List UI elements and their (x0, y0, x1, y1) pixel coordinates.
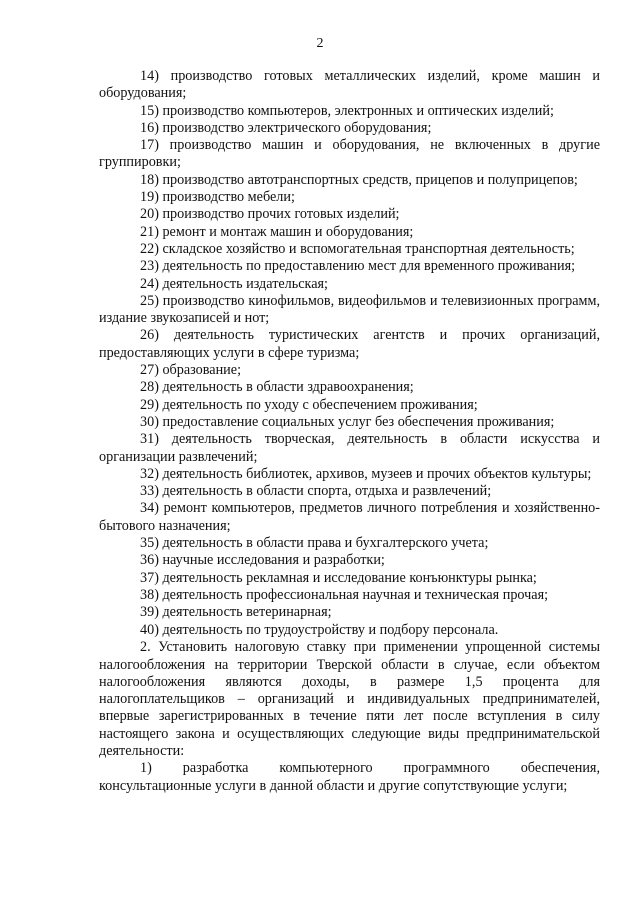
list-item: 27) образование; (140, 362, 242, 379)
list-item: 21) ремонт и монтаж машин и оборудования; (140, 223, 414, 240)
list-item: 32) деятельность библиотек, архивов, музеев и прочих объектов культуры; (140, 465, 592, 482)
list-item: 19) производство мебели; (140, 189, 295, 206)
list-item: 22) складское хозяйство и вспомогательная транспортная деятельность; (140, 240, 575, 257)
section-paragraph: 2. Установить налоговую ставку при применении упрощенной системы налогообложения на территории Тверской области в случае, если объектом налогообложения являются доходы, в размере 1,5 процента для налогоплательщиков – организаций и индивидуальных предпринимателей, впервые зарегистрированных в течение пяти лет после вступления в силу настоящего закона и осуществляющих следующие виды предпринимательской деятельности: (99, 639, 600, 760)
list-item: 37) деятельность рекламная и исследование конъюнктуры рынка; (140, 569, 537, 586)
list-item: 16) производство электрического оборудования; (140, 119, 432, 136)
list-item: 28) деятельность в области здравоохранения; (140, 379, 414, 396)
document-body (99, 68, 600, 795)
list-item: 29) деятельность по уходу с обеспечением проживания; (140, 396, 478, 413)
list-item: 17) производство машин и оборудования, не включенных в другие группировки; (99, 137, 600, 171)
page-number: 2 (316, 36, 324, 51)
list-item: 23) деятельность по предоставлению мест для временного проживания; (140, 258, 576, 275)
list-item: 26) деятельность туристических агентств и прочих организаций, предоставляющих услуги в сфере туризма; (99, 327, 600, 361)
list-item: 33) деятельность в области спорта, отдыха и развлечений; (140, 483, 492, 500)
list-item: 30) предоставление социальных услуг без обеспечения проживания; (140, 413, 555, 430)
list-item: 40) деятельность по трудоустройству и подбору персонала. (140, 621, 499, 638)
list-item: 25) производство кинофильмов, видеофильмов и телевизионных программ, издание звукозаписей и нот; (99, 292, 600, 327)
list-item: 18) производство автотранспортных средств, прицепов и полуприцепов; (140, 171, 578, 188)
list-item: 38) деятельность профессиональная научная и техническая прочая; (140, 586, 549, 603)
list-item: 39) деятельность ветеринарная; (140, 604, 332, 621)
list-item: 15) производство компьютеров, электронных и оптических изделий; (140, 102, 554, 119)
list-item: 34) ремонт компьютеров, предметов личного потребления и хозяйственно-бытового назначения; (99, 500, 600, 534)
list-item: 35) деятельность в области права и бухгалтерского учета; (140, 535, 489, 552)
list-item: 31) деятельность творческая, деятельность в области искусства и организации развлечений; (99, 431, 600, 465)
list-item: 24) деятельность издательская; (140, 275, 328, 292)
list-item: 36) научные исследования и разработки; (140, 552, 385, 569)
list-item: 14) производство готовых металлических изделий, кроме машин и оборудования; (99, 68, 600, 102)
list-item: 20) производство прочих готовых изделий; (140, 206, 400, 223)
list-item: 1) разработка компьютерного программного обеспечения, консультационные услуги в данной области и другие сопутствующие услуги; (99, 760, 600, 794)
